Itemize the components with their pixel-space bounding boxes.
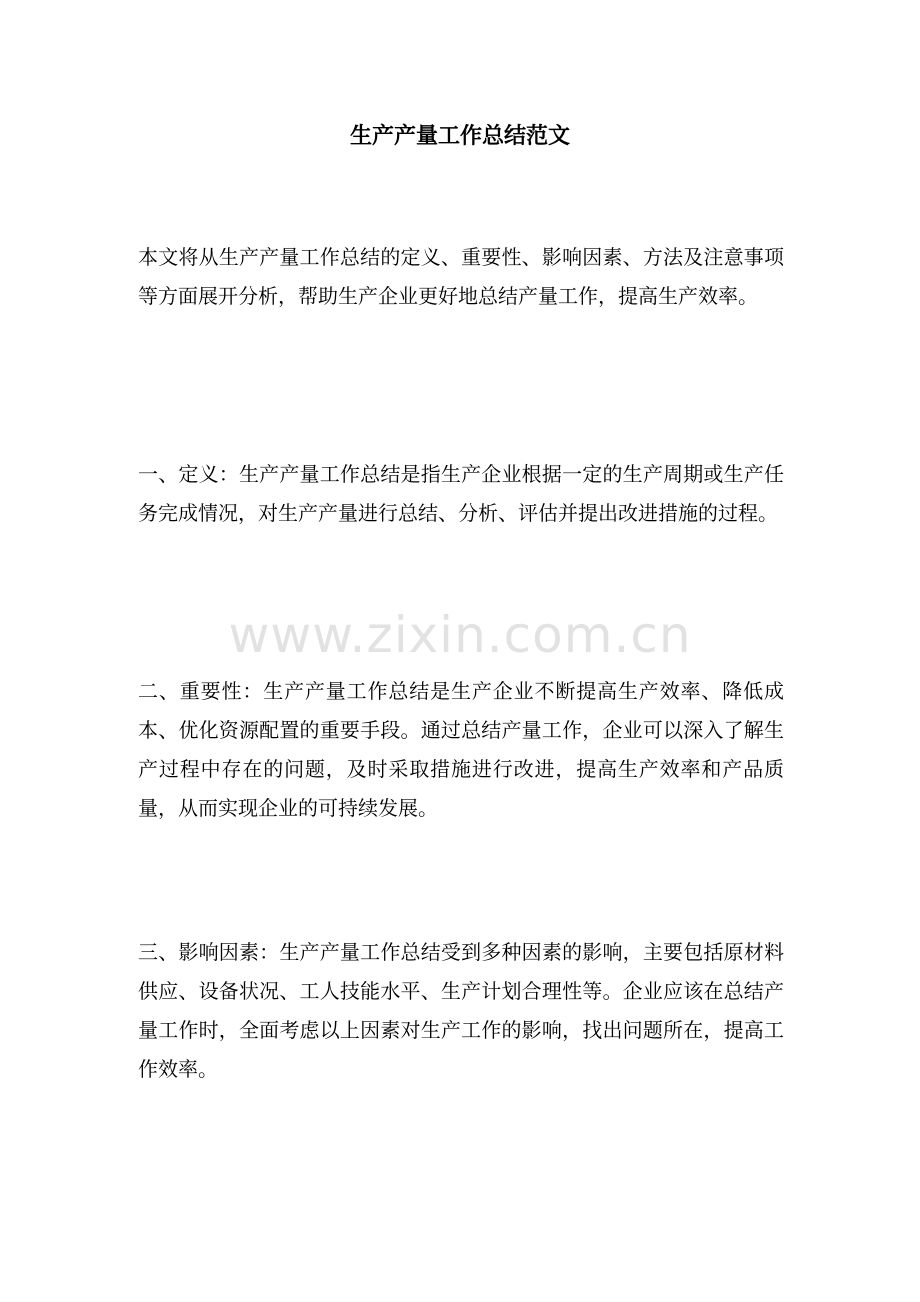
importance-paragraph: 二、重要性：生产产量工作总结是生产企业不断提高生产效率、降低成本、优化资源配置的重要手段。通过总结产量工作，企业可以深入了解生产过程中存在的问题，及时采取措施进行改进，提高生产效率和产品质量，从而实现企业的可持续发展。: [138, 679, 784, 820]
watermark-text: www.zixin.com.cn: [228, 606, 692, 664]
intro-paragraph: 本文将从生产产量工作总结的定义、重要性、影响因素、方法及注意事项等方面展开分析，帮助生产企业更好地总结产量工作，提高生产效率。: [138, 245, 784, 308]
definition-paragraph: 一、定义：生产产量工作总结是指生产企业根据一定的生产周期或生产任务完成情况，对生产产量进行总结、分析、评估并提出改进措施的过程。: [138, 462, 784, 525]
document-title: 生产产量工作总结范文: [349, 123, 570, 149]
factors-paragraph: 三、影响因素：生产产量工作总结受到多种因素的影响，主要包括原材料供应、设备状况、工人技能水平、生产计划合理性等。企业应该在总结产量工作时，全面考虑以上因素对生产工作的影响，找出问题所在，提高工作效率。: [138, 940, 784, 1081]
